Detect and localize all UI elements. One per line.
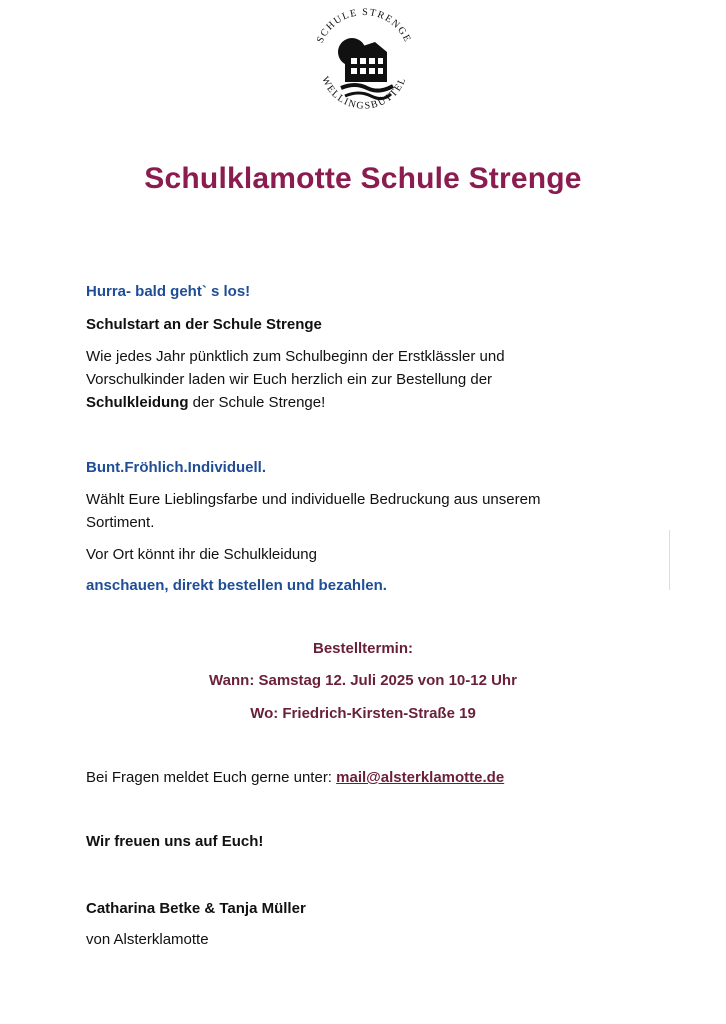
svg-text:SCHULE STRENGE (315, 7, 413, 45)
signature-names: Catharina Betke & Tanja Müller (86, 900, 306, 917)
scan-edge (669, 530, 670, 590)
section2-line-4: anschauen, direkt bestellen und bezahlen. (86, 577, 387, 594)
page-title: Schulklamotte Schule Strenge (144, 162, 582, 195)
appointment-where: Wo: Friedrich-Kirsten-Straße 19 (250, 705, 476, 722)
logo-bottom-text: WELLINGSBÜTTEL (319, 74, 409, 112)
closing-text: Wir freuen uns auf Euch! (86, 833, 264, 850)
appointment-when: Wann: Samstag 12. Juli 2025 von 10-12 Uhr (209, 672, 517, 689)
intro-line-2: Vorschulkinder laden wir Euch herzlich ein zur Bestellung der (86, 371, 493, 388)
intro-heading: Hurra- bald geht` s los! (86, 283, 251, 300)
contact-line (86, 766, 504, 789)
email-link[interactable]: mail@alsterklamotte.de (336, 769, 505, 786)
appointment-heading: Bestelltermin: (312, 640, 414, 657)
intro-subheading: Schulstart an der Schule Strenge (86, 316, 322, 333)
section2-heading: Bunt.Fröhlich.Individuell. (86, 459, 266, 476)
intro-bold-word: Schulkleidung (86, 394, 189, 411)
intro-line-1: Wie jedes Jahr pünktlich zum Schulbeginn der Erstklässler und (86, 348, 505, 365)
intro-line-3: der Schule Strenge! (188, 394, 326, 411)
section2-paragraph (86, 488, 540, 534)
section2-line-2: Sortiment. (86, 514, 155, 531)
school-logo (307, 2, 421, 130)
section2-line-1: Wählt Eure Lieblingsfarbe und individuelle Bedruckung aus unserem (86, 491, 541, 508)
intro-paragraph (86, 345, 505, 414)
signature-from: von Alsterklamotte (86, 931, 209, 948)
logo-top-text: SCHULE STRENGE (314, 6, 414, 45)
contact-prefix: Bei Fragen meldet Euch gerne unter: (86, 769, 337, 786)
section2-line-3: Vor Ort könnt ihr die Schulkleidung (86, 546, 317, 563)
